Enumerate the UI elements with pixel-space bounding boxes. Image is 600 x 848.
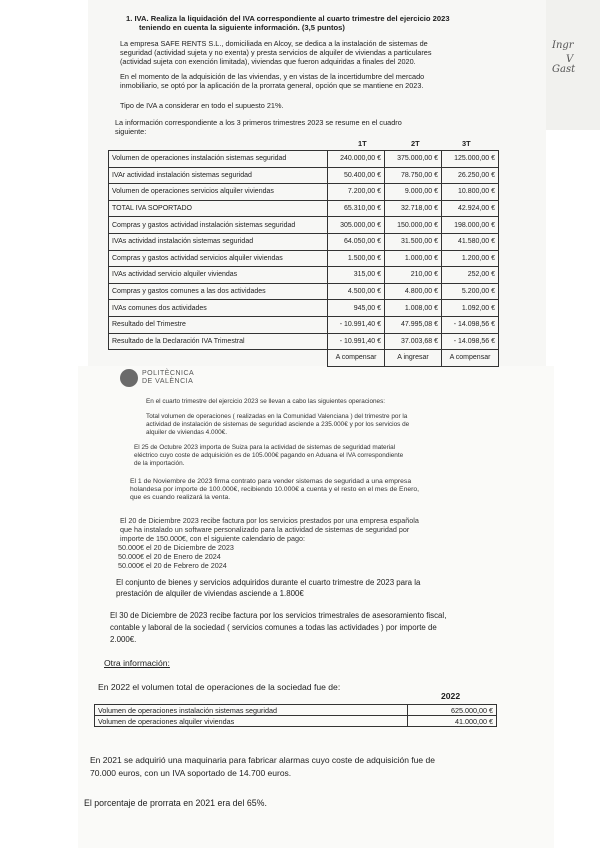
cell-value: 5.200,00 € <box>442 283 499 300</box>
prorrata-2021: El porcentaje de prorrata en 2021 era del 65%. <box>84 798 267 808</box>
cell-value: 47.995,08 € <box>385 316 442 333</box>
closing-text: En 2021 se adquirió una maquinaria para fabricar alarmas cuyo coste de adquisición fue de <box>90 755 435 765</box>
logo-line: POLITÈCNICA <box>142 370 195 377</box>
cell-value: 945,00 € <box>328 300 385 317</box>
table-intro-line: siguiente: <box>115 127 147 136</box>
cell-value: 78.750,00 € <box>385 167 442 184</box>
cell-value: A compensar <box>442 350 499 367</box>
cell-value: A ingresar <box>385 350 442 367</box>
row-label: IVAr actividad instalación sistemas seguridad <box>109 167 328 184</box>
table-row <box>109 283 499 300</box>
operation-text: alquiler de viviendas 4.000€. <box>146 429 228 436</box>
cell-value: 41.000,00 € <box>408 716 497 727</box>
cell-value: 10.800,00 € <box>442 184 499 201</box>
logo-line: DE VALÈNCIA <box>142 377 194 385</box>
vat-rate-line: Tipo de IVA a considerar en todo el supuesto 21%. <box>120 101 284 110</box>
prorrata-line: inmobiliario, se optó por la aplicación de la prorrata general, opción que se mantiene en 2023. <box>120 81 424 90</box>
operation-text: El conjunto de bienes y servicios adquiridos durante el cuarto trimestre de 2023 para la <box>116 578 421 587</box>
cell-value: 1.008,00 € <box>385 300 442 317</box>
crest-icon <box>120 369 138 387</box>
table-row <box>109 333 499 350</box>
payment-line: 50.000€ el 20 de Enero de 2024 <box>118 552 221 561</box>
cell-value: 42.924,00 € <box>442 200 499 217</box>
closing-text: 70.000 euros, con un IVA soportado de 14.700 euros. <box>90 768 292 778</box>
cell-value: 125.000,00 € <box>442 151 499 168</box>
operation-text: importe de 150.000€, con el siguiente calendario de pago: <box>120 534 306 543</box>
exercise-heading-2: teniendo en cuenta la siguiente información. (3,5 puntos) <box>139 23 345 32</box>
cell-value: - 14.098,56 € <box>442 333 499 350</box>
exercise-heading: 1. IVA. Realiza la liquidación del IVA correspondiente al cuarto trimestre del ejercicio 2023 <box>126 14 450 23</box>
operation-text: de la importación. <box>134 460 185 467</box>
row-label: Compras y gastos actividad servicios alquiler viviendas <box>109 250 328 267</box>
cell-value: 7.200,00 € <box>328 184 385 201</box>
margin-note: Gast <box>552 64 576 75</box>
row-label: Resultado del Trimestre <box>109 316 328 333</box>
operation-text: El 20 de Diciembre 2023 recibe factura por los servicios prestados por una empresa española <box>120 516 419 525</box>
operation-text: eléctrico cuyo coste de adquisición es de 105.000€ pagando en Aduana el IVA correspondiente <box>134 452 404 459</box>
column-header-3t: 3T <box>462 139 471 148</box>
row-label: Volumen de operaciones instalación sistemas seguridad <box>95 705 408 716</box>
operation-text: El 30 de Diciembre de 2023 recibe factura por los servicios trimestrales de asesoramiento fiscal, <box>110 611 447 620</box>
cell-value: 150.000,00 € <box>385 217 442 234</box>
cell-value: - 14.098,56 € <box>442 316 499 333</box>
row-label: IVAs comunes dos actividades <box>109 300 328 317</box>
margin-note: V <box>566 54 574 65</box>
row-label: IVAs actividad instalación sistemas seguridad <box>109 233 328 250</box>
table-row <box>109 250 499 267</box>
operations-intro: En el cuarto trimestre del ejercicio 2023 se llevan a cabo las siguientes operaciones: <box>146 398 386 405</box>
cell-value: 1.092,00 € <box>442 300 499 317</box>
cell-value: 210,00 € <box>385 267 442 284</box>
cell-value: 4.500,00 € <box>328 283 385 300</box>
cell-value: 65.310,00 € <box>328 200 385 217</box>
column-header-2t: 2T <box>411 139 420 148</box>
row-label <box>109 350 328 367</box>
table-row <box>109 350 499 367</box>
cell-value: 375.000,00 € <box>385 151 442 168</box>
prorrata-line: En el momento de la adquisición de las viviendas, y en vistas de la incertidumbre del mercado <box>120 72 425 81</box>
cell-value: 9.000,00 € <box>385 184 442 201</box>
cell-value: 64.050,00 € <box>328 233 385 250</box>
operation-text: holandesa por importe de 100.000€, recibiendo 10.000€ a cuenta y el resto en el mes de Enero, <box>130 486 420 493</box>
table-row <box>109 316 499 333</box>
cell-value: 31.500,00 € <box>385 233 442 250</box>
quarter-summary-table <box>108 150 499 367</box>
cell-value: 50.400,00 € <box>328 167 385 184</box>
cell-value: 26.250,00 € <box>442 167 499 184</box>
row-label: TOTAL IVA SOPORTADO <box>109 200 328 217</box>
volume-2022-intro: En 2022 el volumen total de operaciones de la sociedad fue de: <box>98 682 341 692</box>
payment-line: 50.000€ el 20 de Diciembre de 2023 <box>118 543 234 552</box>
cell-value: 4.800,00 € <box>385 283 442 300</box>
cell-value: - 10.991,40 € <box>328 333 385 350</box>
margin-notes <box>546 0 600 130</box>
operation-text: El 25 de Octubre 2023 importa de Suiza para la actividad de sistemas de seguridad material <box>134 444 396 451</box>
row-label: Resultado de la Declaración IVA Trimestral <box>109 333 328 350</box>
cell-value: 198.000,00 € <box>442 217 499 234</box>
cell-value: 625.000,00 € <box>408 705 497 716</box>
table-row <box>95 716 497 727</box>
cell-value: 305.000,00 € <box>328 217 385 234</box>
row-label: Volumen de operaciones servicios alquiler viviendas <box>109 184 328 201</box>
table-intro-line: La información correspondiente a los 3 primeros trimestres 2023 se resume en el cuadro <box>115 118 402 127</box>
university-name <box>142 370 194 385</box>
intro-line: La empresa SAFE RENTS S.L., domiciliada en Alcoy, se dedica a la instalación de sistemas de <box>120 39 428 48</box>
intro-line: (actividad sujeta con exención limitada), viviendas que fueron adquiridas a finales del 2020. <box>120 57 416 66</box>
cell-value: 1.000,00 € <box>385 250 442 267</box>
table-row <box>109 167 499 184</box>
operation-text: que es cuando realizará la venta. <box>130 494 231 501</box>
operation-text: contable y laboral de la sociedad ( servicios comunes a todas las actividades ) por importe de <box>110 623 437 632</box>
table-row <box>109 184 499 201</box>
cell-value: 252,00 € <box>442 267 499 284</box>
table-row <box>109 217 499 234</box>
cell-value: 240.000,00 € <box>328 151 385 168</box>
table-row <box>109 200 499 217</box>
cell-value: 41.580,00 € <box>442 233 499 250</box>
operation-text: 2.000€. <box>110 635 137 644</box>
row-label: Volumen de operaciones alquiler viviendas <box>95 716 408 727</box>
cell-value: - 10.991,40 € <box>328 316 385 333</box>
margin-note: Ingr <box>552 40 574 51</box>
cell-value: 315,00 € <box>328 267 385 284</box>
table-row <box>109 267 499 284</box>
other-info-title: Otra información: <box>104 658 170 668</box>
row-label: Volumen de operaciones instalación sistemas seguridad <box>109 151 328 168</box>
payment-line: 50.000€ el 20 de Febrero de 2024 <box>118 561 227 570</box>
operation-text: Total volumen de operaciones ( realizadas en la Comunidad Valenciana ) del trimestre por la <box>146 413 408 420</box>
year-header: 2022 <box>441 691 461 701</box>
volume-2022-table <box>94 704 497 727</box>
operation-text: que ha instalado un software personalizado para la actividad de sistemas de seguridad por <box>120 525 410 534</box>
cell-value: 1.500,00 € <box>328 250 385 267</box>
intro-line: seguridad (actividad sujeta y no exenta) y presta servicios de alquiler de viviendas a particulares <box>120 48 432 57</box>
table-row <box>95 705 497 716</box>
row-label: Compras y gastos actividad instalación sistemas seguridad <box>109 217 328 234</box>
university-logo <box>120 369 212 387</box>
cell-value: 32.718,00 € <box>385 200 442 217</box>
table-row <box>109 233 499 250</box>
row-label: IVAs actividad servicio alquiler viviendas <box>109 267 328 284</box>
table-row <box>109 300 499 317</box>
operation-text: El 1 de Noviembre de 2023 firma contrato para vender sistemas de seguridad a una empresa <box>130 478 412 485</box>
cell-value: A compensar <box>328 350 385 367</box>
row-label: Compras y gastos comunes a las dos actividades <box>109 283 328 300</box>
operation-text: actividad de instalación de sistemas de seguridad asciende a 235.000€ y por los servicios de <box>146 421 410 428</box>
operation-text: prestación de alquiler de viviendas asciende a 1.800€ <box>116 589 304 598</box>
table-row <box>109 151 499 168</box>
cell-value: 37.003,68 € <box>385 333 442 350</box>
column-header-1t: 1T <box>358 139 367 148</box>
cell-value: 1.200,00 € <box>442 250 499 267</box>
